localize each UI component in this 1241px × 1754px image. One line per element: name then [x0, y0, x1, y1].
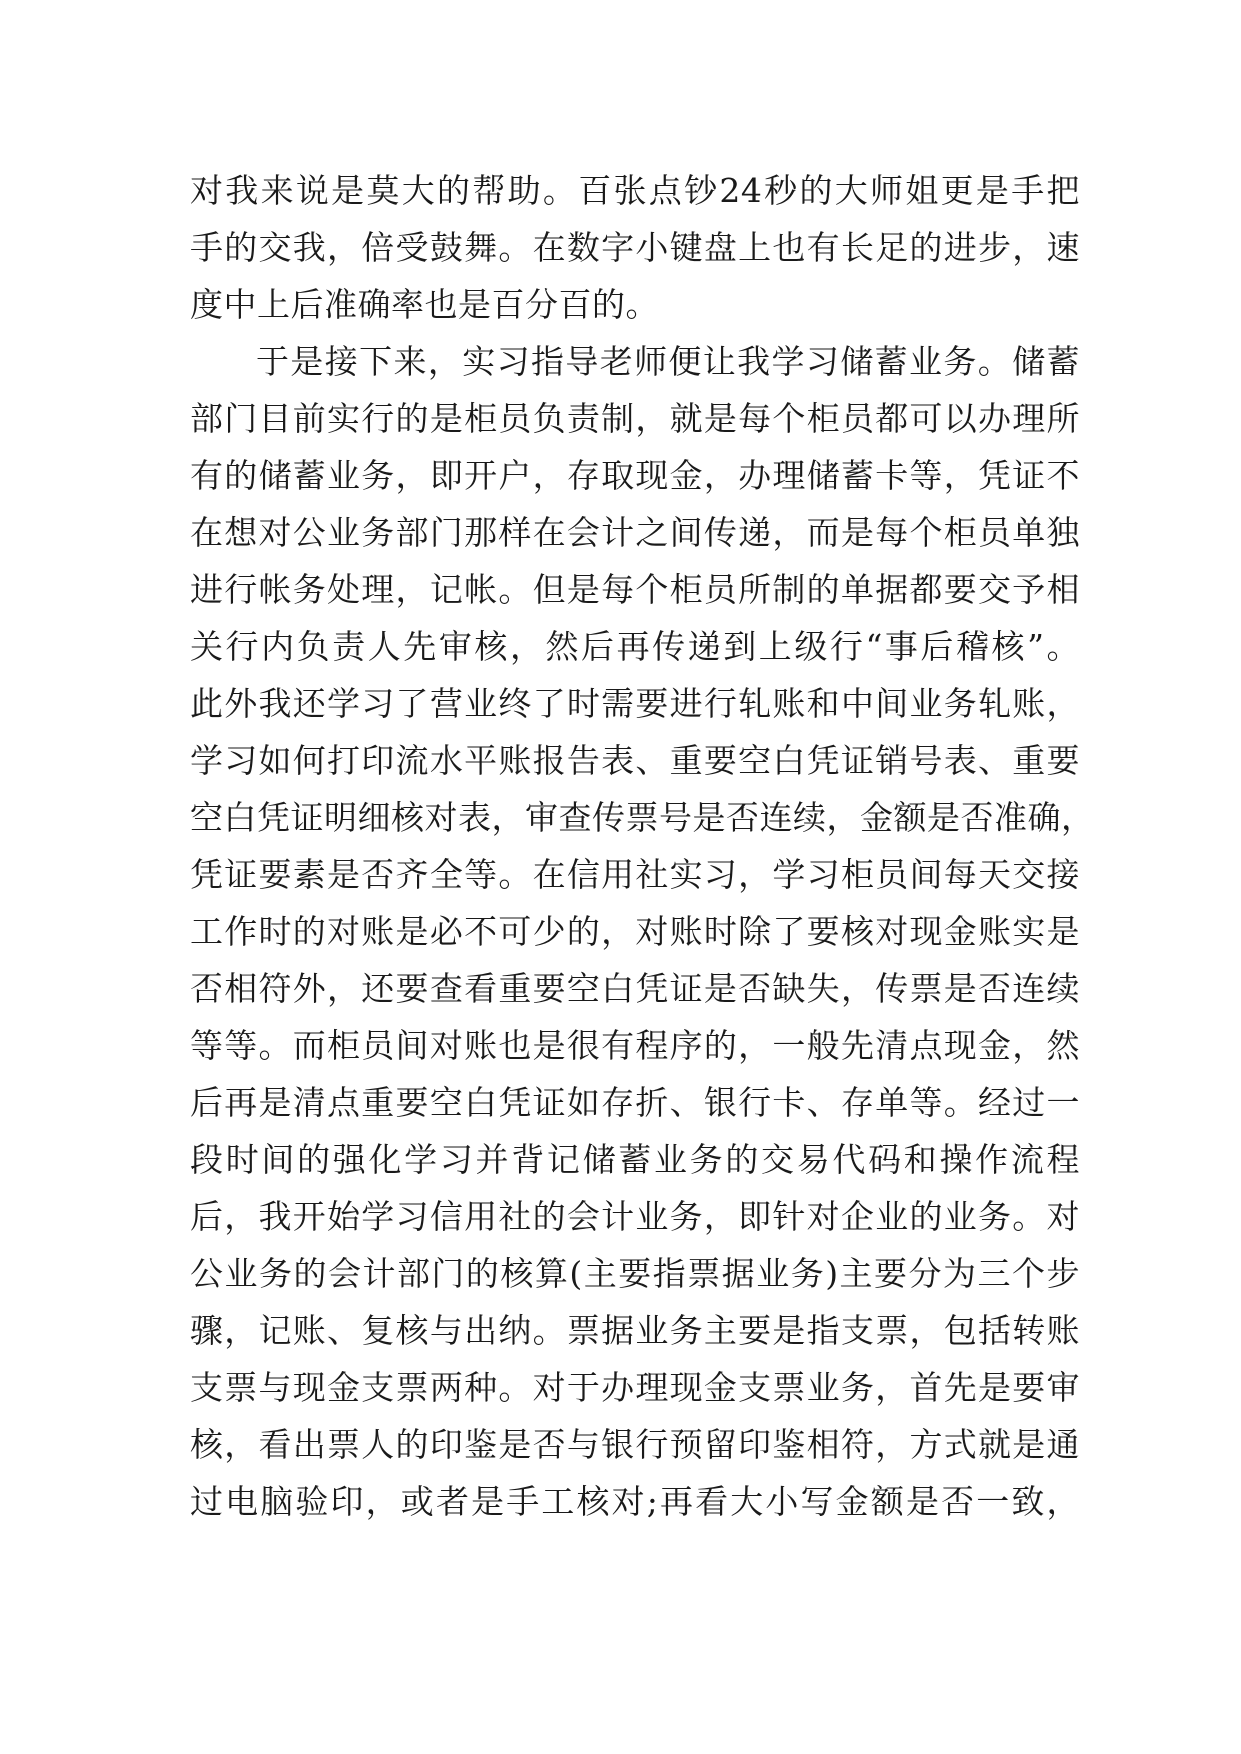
text-line: 核，看出票人的印鉴是否与银行预留印鉴相符，方式就是通 — [190, 1425, 1080, 1464]
text-line: 学习如何打印流水平账报告表、重要空白凭证销号表、重要 — [190, 741, 1080, 780]
document-body — [190, 162, 1095, 1530]
text-line: 过电脑验印，或者是手工核对;再看大小写金额是否一致， — [190, 1482, 1080, 1521]
text-line: 公业务的会计部门的核算(主要指票据业务)主要分为三个步 — [190, 1254, 1080, 1293]
text-line: 度中上后准确率也是百分百的。 — [190, 285, 659, 324]
text-line: 骤，记账、复核与出纳。票据业务主要是指支票，包括转账 — [190, 1311, 1080, 1350]
text-line: 等等。而柜员间对账也是很有程序的，一般先清点现金，然 — [190, 1026, 1080, 1065]
text-line: 于是接下来，实习指导老师便让我学习储蓄业务。储蓄 — [256, 342, 1080, 381]
paragraph — [190, 333, 1095, 1530]
text-line: 否相符外，还要查看重要空白凭证是否缺失，传票是否连续 — [190, 969, 1080, 1008]
text-line: 对我来说是莫大的帮助。百张点钞24秒的大师姐更是手把 — [190, 171, 1080, 210]
text-line: 段时间的强化学习并背记储蓄业务的交易代码和操作流程 — [190, 1140, 1080, 1179]
text-line: 进行帐务处理，记帐。但是每个柜员所制的单据都要交予相 — [190, 570, 1080, 609]
text-line: 部门目前实行的是柜员负责制，就是每个柜员都可以办理所 — [190, 399, 1080, 438]
text-line: 支票与现金支票两种。对于办理现金支票业务，首先是要审 — [190, 1368, 1080, 1407]
text-line: 工作时的对账是必不可少的，对账时除了要核对现金账实是 — [190, 912, 1080, 951]
text-line: 凭证要素是否齐全等。在信用社实习，学习柜员间每天交接 — [190, 855, 1080, 894]
text-line: 此外我还学习了营业终了时需要进行轧账和中间业务轧账， — [190, 684, 1080, 723]
text-line: 手的交我，倍受鼓舞。在数字小键盘上也有长足的进步，速 — [190, 228, 1080, 267]
paragraph — [190, 162, 1080, 333]
text-line: 关行内负责人先审核，然后再传递到上级行“事后稽核”。 — [190, 627, 1080, 666]
text-line: 在想对公业务部门那样在会计之间传递，而是每个柜员单独 — [190, 513, 1080, 552]
text-line: 后再是清点重要空白凭证如存折、银行卡、存单等。经过一 — [190, 1083, 1080, 1122]
text-line: 有的储蓄业务，即开户，存取现金，办理储蓄卡等，凭证不 — [190, 456, 1080, 495]
text-line: 后，我开始学习信用社的会计业务，即针对企业的业务。对 — [190, 1197, 1080, 1236]
text-line: 空白凭证明细核对表，审查传票号是否连续，金额是否准确， — [190, 798, 1095, 837]
